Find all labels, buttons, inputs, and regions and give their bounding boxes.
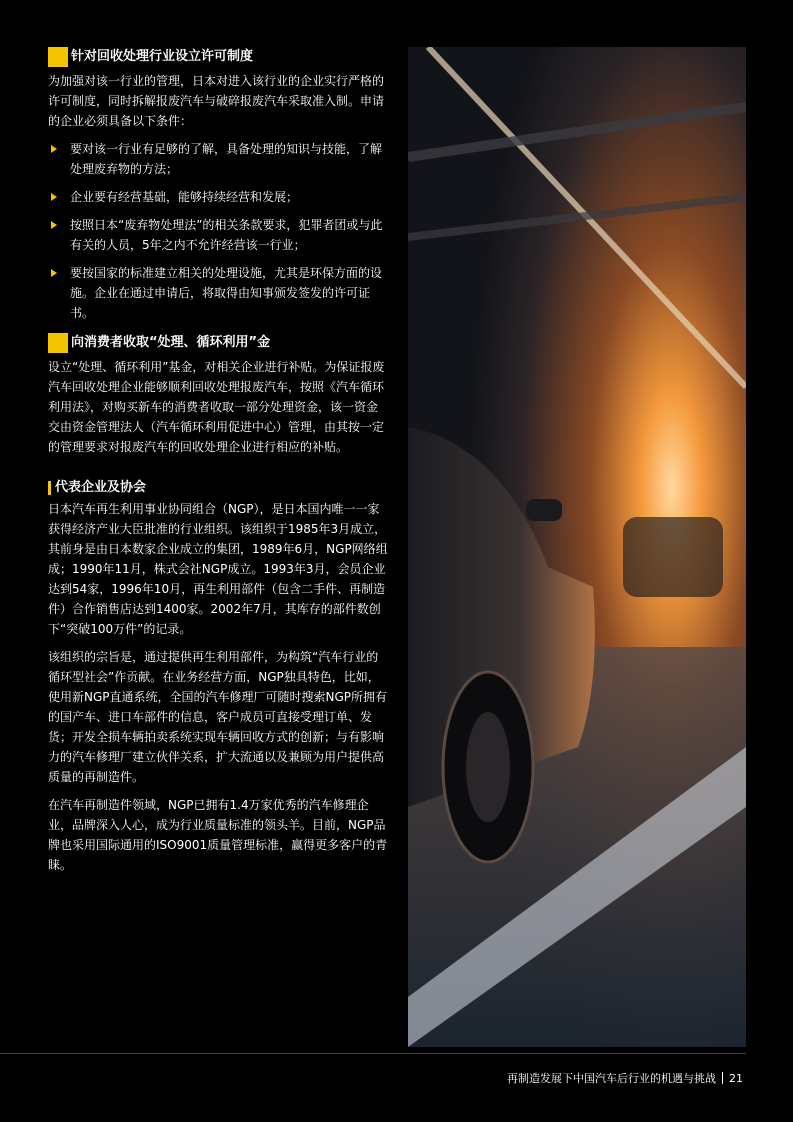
license-intro: 为加强对该一行业的管理，日本对进入该行业的企业实行严格的许可制度，同时拆解报废汽车与破碎报废汽车采取准入制。申请的企业必须具备以下条件：: [48, 74, 385, 128]
heading-bar: [48, 481, 51, 495]
heading-marker: [48, 47, 68, 67]
companies-paragraph: 该组织的宗旨是，通过提供再生利用部件，为构筑“汽车行业的循环型社会”作贡献。在业务经营方面，NGP独具特色，比如，使用新NGP直通系统，全国的汽车修理厂可随时搜索NGP所拥有的国产车、进口车部件的信息，客户成员可直接受理订单、发货；开发全损车辆拍卖系统实现车辆回收方式的创新；与有影响力的汽车修理厂建立伙伴关系，扩大流通以及兼顾为用户提供高质量的再制造件。: [48, 650, 388, 784]
list-item: 要按国家的标准建立相关的处理设施，尤其是环保方面的设施。企业在通过申请后，将取得由知事颁发签发的许可证书。: [48, 263, 388, 323]
car-factory-illustration: [408, 47, 746, 1047]
section-heading-license: 针对回收处理行业设立许可制度: [48, 47, 388, 67]
footer-title: 再制造发展下中国汽车后行业的机遇与挑战: [507, 1072, 716, 1085]
car-factory-photo: [408, 47, 746, 1047]
footer-separator: [722, 1072, 723, 1084]
triangle-bullet-icon: [51, 221, 57, 229]
list-item: 企业要有经营基础，能够持续经营和发展；: [48, 187, 388, 207]
list-item: 要对该一行业有足够的了解，具备处理的知识与技能，了解处理废弃物的方法；: [48, 139, 388, 179]
companies-paragraph: 日本汽车再生利用事业协同组合（NGP），是日本国内唯一一家获得经济产业大臣批准的行业组织。该组织于1985年3月成立，其前身是由日本数家企业成立的集团，1989年6月，NGP网络组成；1990年11月，株式会社NGP成立。1993年3月，会员企业达到54家，1996年10月，再生利用部件（包含二手件、再制造件）合作销售店达到1400家。2002年7月，其库存的部件数创下“突破100万件”的记录。: [48, 502, 388, 636]
fund-body: 设立“处理、循环利用”基金，对相关企业进行补贴。为保证报废汽车回收处理企业能够顺利回收处理报废汽车，按照《汽车循环利用法》，对购买新车的消费者收取一部分处理资金，该一资金交由资金管理法人（汽车循环利用促进中心）管理，由其按一定的管理要求对报废汽车的回收处理企业进行相应的补贴。: [48, 360, 385, 454]
triangle-bullet-icon: [51, 145, 57, 153]
section-heading-companies: 代表企业及协会: [48, 479, 388, 497]
triangle-bullet-icon: [51, 269, 57, 277]
footer-divider: [0, 1053, 746, 1054]
list-item: 按照日本“废弃物处理法”的相关条款要求，犯罪者团或与此有关的人员，5年之内不允许经营该一行业；: [48, 215, 388, 255]
text-column: [48, 47, 388, 883]
triangle-bullet-icon: [51, 193, 57, 201]
license-conditions-list: [48, 139, 388, 323]
section-heading-fund: 向消费者收取“处理、循环利用”金: [48, 333, 388, 353]
heading-marker: [48, 333, 68, 353]
page-footer: [507, 1070, 743, 1086]
companies-paragraph: 在汽车再制造件领域，NGP已拥有1.4万家优秀的汽车修理企业，品牌深入人心，成为行业质量标准的领头羊。目前，NGP品牌也采用国际通用的ISO9001质量管理标准，赢得更多客户的青睐。: [48, 798, 388, 872]
page-number: 21: [729, 1071, 743, 1085]
